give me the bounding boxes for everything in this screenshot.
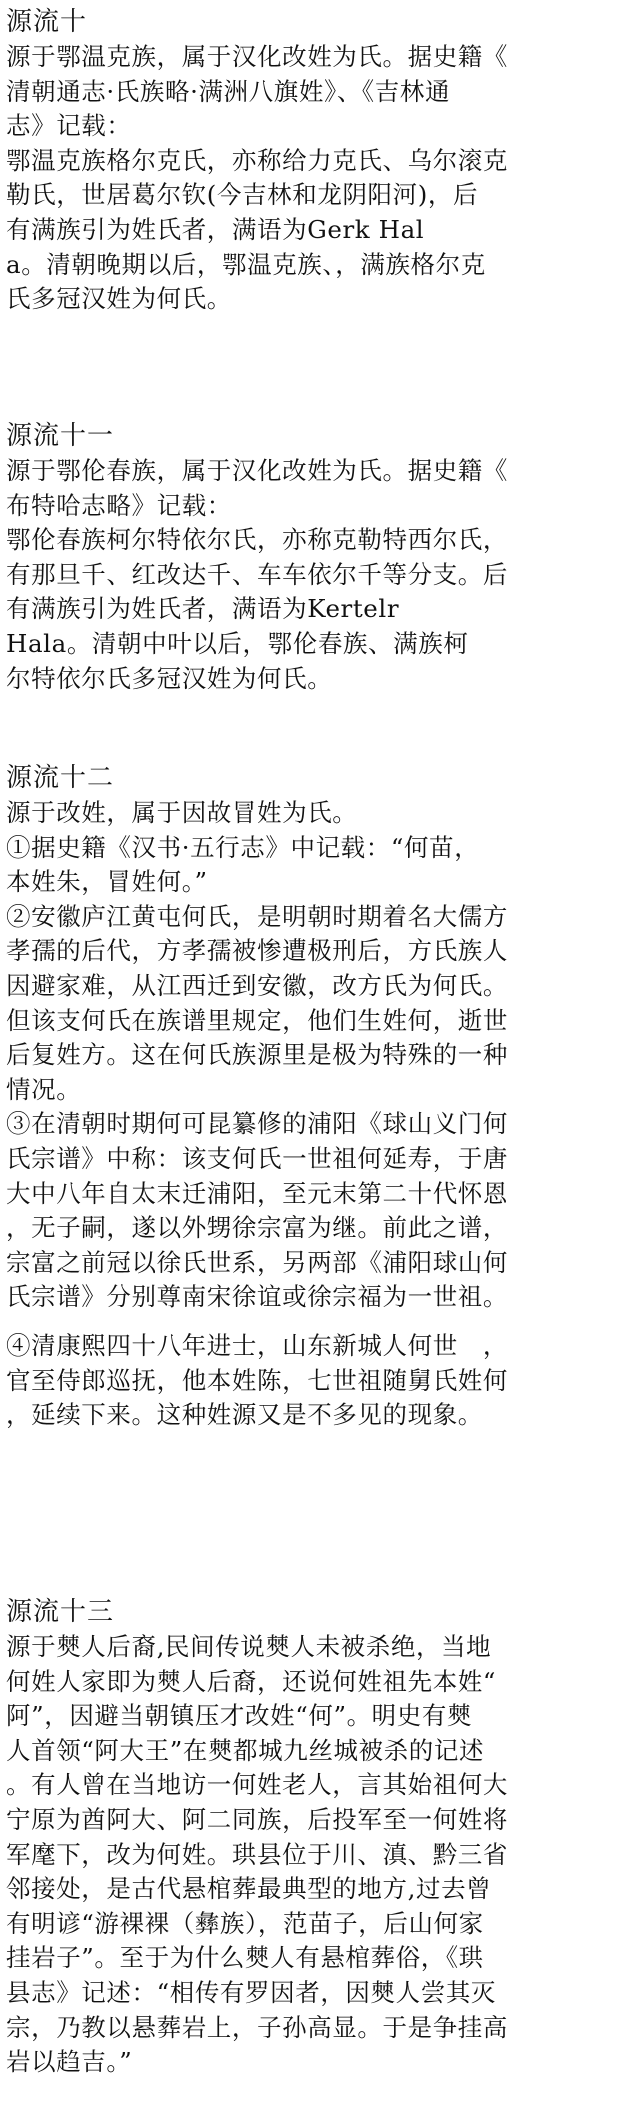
text-line: 邻接处，是古代悬棺葬最典型的地方,过去曾 xyxy=(6,1874,492,1904)
paragraph xyxy=(6,796,634,831)
text-line: 县志》记述：“相传有罗因者，因僰人尝其灭 xyxy=(6,1977,497,2007)
text-line: 勒氏，世居葛尔钦(今吉林和龙阴阳河)，后 xyxy=(6,180,479,210)
paragraph xyxy=(6,523,634,696)
text-line: 大中八年自太末迁浦阳，至元末第二十代怀恩 xyxy=(6,1178,508,1208)
text-line: 氏宗谱》中称：该支何氏一世祖何延寿，于唐 xyxy=(6,1143,508,1173)
text-line: ④清康熙四十八年进士，山东新城人何世 ， xyxy=(6,1330,508,1360)
section-heading: 源流十一 xyxy=(6,421,115,451)
text-line: 宗富之前冠以徐氏世系，另两部《浦阳球山何 xyxy=(6,1247,508,1277)
text-line: 源于改姓，属于因故冒姓为氏。 xyxy=(6,798,358,827)
section-source-11 xyxy=(6,418,634,696)
text-line: 情况。 xyxy=(6,1074,82,1104)
text-line: 人首领“阿大王”在僰都城九丝城被杀的记述 xyxy=(6,1735,485,1765)
text-line: 有满族引为姓氏者，满语为Kertelr xyxy=(6,594,400,624)
text-line: 官至侍郎巡抚，他本姓陈，七世祖随舅氏姓何 xyxy=(6,1365,508,1395)
text-line: 源于鄂伦春族，属于汉化改姓为氏。据史籍《 xyxy=(6,456,508,485)
paragraph xyxy=(6,1630,634,2080)
paragraph xyxy=(6,454,634,523)
text-line: ，延续下来。这种姓源又是不多见的现象。 xyxy=(6,1400,483,1430)
text-line: 后复姓方。这在何氏族源里是极为特殊的一种 xyxy=(6,1040,508,1070)
text-line: 源于鄂温克族，属于汉化改姓为氏。据史籍《 xyxy=(6,42,508,71)
section-heading: 源流十二 xyxy=(6,763,115,793)
text-line: 孝孺的后代，方孝孺被惨遭极刑后，方氏族人 xyxy=(6,936,508,966)
section-heading: 源流十 xyxy=(6,7,88,37)
text-line: 氏多冠汉姓为何氏。 xyxy=(6,284,232,314)
paragraph xyxy=(6,1329,634,1433)
text-line: 志》记载： xyxy=(6,111,132,141)
text-line: 何姓人家即为僰人后裔，还说何姓祖先本姓“ xyxy=(6,1666,497,1696)
text-line: 因避家难，从江西迁到安徽，改方氏为何氏。 xyxy=(6,970,508,1000)
text-line: Hala。清朝中叶以后，鄂伦春族、满族柯 xyxy=(6,628,469,658)
text-line: 。有人曾在当地访一何姓老人，言其始祖何大 xyxy=(6,1770,508,1800)
text-line: 有满族引为姓氏者，满语为Gerk Hal xyxy=(6,214,425,244)
section-source-10 xyxy=(6,4,634,317)
text-line: 宗，乃教以悬葬岩上，子孙高显。于是争挂高 xyxy=(6,2012,508,2042)
section-source-12 xyxy=(6,760,634,1433)
text-line: 岩以趋吉。” xyxy=(6,2047,133,2077)
text-line: 本姓朱，冒姓何。” xyxy=(6,867,208,897)
paragraph xyxy=(6,831,634,900)
text-line: 尔特依尔氏多冠汉姓为何氏。 xyxy=(6,663,333,693)
section-heading: 源流十三 xyxy=(6,1597,115,1627)
text-line: ③在清朝时期何可昆纂修的浦阳《球山义门何 xyxy=(6,1109,508,1139)
text-line: 宁原为酋阿大、阿二同族，后投军至一何姓将 xyxy=(6,1804,508,1834)
text-line: 有那旦千、红改达千、车车依尔千等分支。后 xyxy=(6,559,508,589)
text-line: 鄂温克族格尔克氏，亦称给力克氏、乌尔滚克 xyxy=(6,145,508,175)
text-line: 布特哈志略》记载： xyxy=(6,490,232,520)
paragraph xyxy=(6,1107,634,1315)
text-line: ②安徽庐江黄屯何氏，是明朝时期着名大儒方 xyxy=(6,901,508,931)
text-line: 鄂伦春族柯尔特依尔氏，亦称克勒特西尔氏， xyxy=(6,525,508,555)
text-line: 清朝通志·氏族略·满洲八旗姓》、《吉林通 xyxy=(6,76,451,106)
text-line: ，无子嗣，遂以外甥徐宗富为继。前此之谱， xyxy=(6,1213,508,1243)
text-line: 军麾下，改为何姓。珙县位于川、滇、黔三省 xyxy=(6,1839,508,1869)
text-line: 阿”，因避当朝镇压才改姓“何”。明史有僰 xyxy=(6,1701,473,1731)
text-line: 挂岩子”。至于为什么僰人有悬棺葬俗，《珙 xyxy=(6,1943,484,1973)
text-line: 氏宗谱》分别尊南宋徐谊或徐宗福为一世祖。 xyxy=(6,1282,508,1312)
paragraph xyxy=(6,144,634,317)
text-line: 有明谚“游裸裸（彝族），范苗子，后山何家 xyxy=(6,1908,484,1938)
paragraph xyxy=(6,900,634,1108)
paragraph xyxy=(6,40,634,144)
text-line: 但该支何氏在族谱里规定，他们生姓何，逝世 xyxy=(6,1005,508,1035)
text-line: ①据史籍《汉书·五行志》中记载：“何苗， xyxy=(6,832,480,862)
text-line: 源于僰人后裔,民间传说僰人未被杀绝，当地 xyxy=(6,1632,492,1661)
text-line: a。清朝晚期以后，鄂温克族、，满族格尔克 xyxy=(6,249,486,279)
section-source-13 xyxy=(6,1594,634,2080)
